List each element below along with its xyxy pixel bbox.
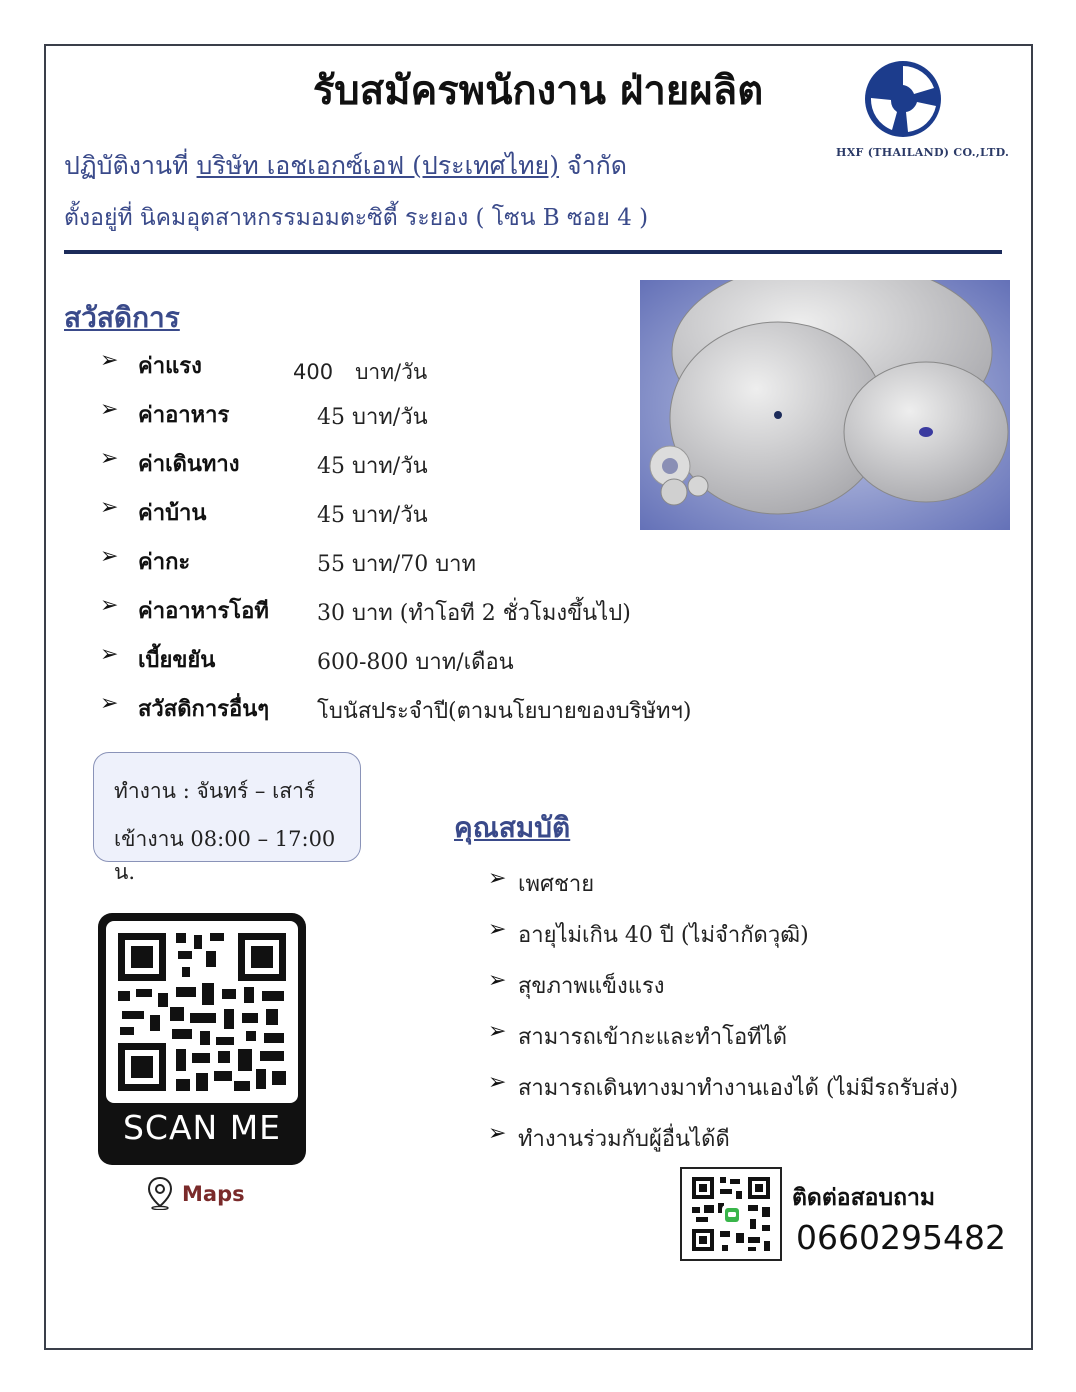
qualifications-heading: คุณสมบัติ [454, 811, 571, 844]
benefit-value: 600-800 บาท/เดือน [317, 650, 514, 675]
qr-pattern-icon [106, 921, 298, 1103]
benefit-value [293, 356, 427, 389]
company-logo-icon [862, 58, 944, 140]
benefits-heading: สวัสดิการ [64, 301, 180, 334]
header-divider [64, 250, 1002, 254]
benefit-value: 55 บาท/70 บาท [317, 552, 477, 577]
line-qr-icon [682, 1169, 780, 1259]
company-suffix: จำกัด [558, 151, 627, 180]
work-location [64, 146, 627, 186]
benefit-label: เบี้ยขยัน [138, 647, 216, 673]
location-prefix: ปฏิบัติงานที่ [64, 151, 197, 180]
qualification-text: อายุไม่เกิน 40 ปี (ไม่จำกัดวุฒิ) [518, 923, 809, 948]
arrow-bullet-icon: ➢ [488, 1019, 507, 1044]
arrow-bullet-icon: ➢ [100, 691, 119, 716]
contact-phone[interactable]: 0660295482 [796, 1218, 1006, 1257]
arrow-bullet-icon: ➢ [100, 495, 119, 520]
benefit-label: ค่าเดินทาง [138, 451, 240, 477]
page-title: รับสมัครพนักงาน ฝ่ายผลิต [312, 67, 764, 114]
maps-qr-code[interactable] [98, 913, 306, 1165]
arrow-bullet-icon: ➢ [488, 917, 507, 942]
benefit-value: โบนัสประจำปี(ตามนโยบายของบริษัทฯ) [317, 699, 692, 724]
benefit-label: ค่าบ้าน [138, 500, 207, 526]
work-hours: เข้างาน 08:00 – 17:00 น. [114, 827, 336, 884]
arrow-bullet-icon: ➢ [488, 1121, 507, 1146]
arrow-bullet-icon: ➢ [100, 348, 119, 373]
wage-unit: บาท/วัน [355, 360, 428, 384]
qualification-text: สุขภาพแข็งแรง [518, 974, 665, 999]
scan-me-label: SCAN ME [122, 1108, 282, 1147]
benefit-value: 45 บาท/วัน [317, 454, 428, 479]
benefit-label: ค่ากะ [138, 549, 191, 575]
benefit-value: 45 บาท/วัน [317, 405, 428, 430]
arrow-bullet-icon: ➢ [488, 1070, 507, 1095]
arrow-bullet-icon: ➢ [100, 593, 119, 618]
company-logo-text: HXF (THAILAND) CO.,LTD. [836, 146, 1010, 159]
work-schedule-box [93, 752, 361, 884]
company-address: ตั้งอยู่ที่ นิคมอุตสาหกรรมอมตะซิตี้ ระยอง ( โซน B ซอย 4 ) [64, 205, 649, 231]
arrow-bullet-icon: ➢ [100, 642, 119, 667]
benefit-value: 30 บาท (ทำโอที 2 ชั่วโมงขึ้นไป) [317, 601, 631, 626]
qr-code-icon [106, 921, 298, 1103]
arrow-bullet-icon: ➢ [488, 866, 507, 891]
arrow-bullet-icon: ➢ [488, 968, 507, 993]
benefit-label: สวัสดิการอื่นๆ [138, 696, 270, 722]
benefit-label: ค่าแรง [138, 353, 202, 379]
benefit-label: ค่าอาหาร [138, 402, 230, 428]
arrow-bullet-icon: ➢ [100, 397, 119, 422]
benefit-value: 45 บาท/วัน [317, 503, 428, 528]
map-pin-icon [146, 1176, 174, 1210]
qualification-text: สามารถเข้ากะและทำโอทีได้ [518, 1025, 788, 1050]
blade-product-photo [640, 280, 1010, 530]
contact-qr-code[interactable] [680, 1167, 782, 1261]
benefit-label: ค่าอาหารโอที [138, 598, 269, 624]
company-name: บริษัท เอชเอกซ์เอฟ (ประเทศไทย) [196, 151, 559, 180]
qualification-text: ทำงานร่วมกับผู้อื่นได้ดี [518, 1127, 730, 1152]
work-days: ทำงาน : จันทร์ – เสาร์ [114, 779, 316, 803]
contact-label: ติดต่อสอบถาม [792, 1184, 936, 1211]
qualification-text: เพศชาย [518, 872, 595, 897]
maps-label: Maps [182, 1182, 245, 1206]
qualification-text: สามารถเดินทางมาทำงานเองได้ (ไม่มีรถรับส่ง) [518, 1076, 959, 1101]
arrow-bullet-icon: ➢ [100, 446, 119, 471]
arrow-bullet-icon: ➢ [100, 544, 119, 569]
wage-amount: 400 [293, 360, 334, 384]
